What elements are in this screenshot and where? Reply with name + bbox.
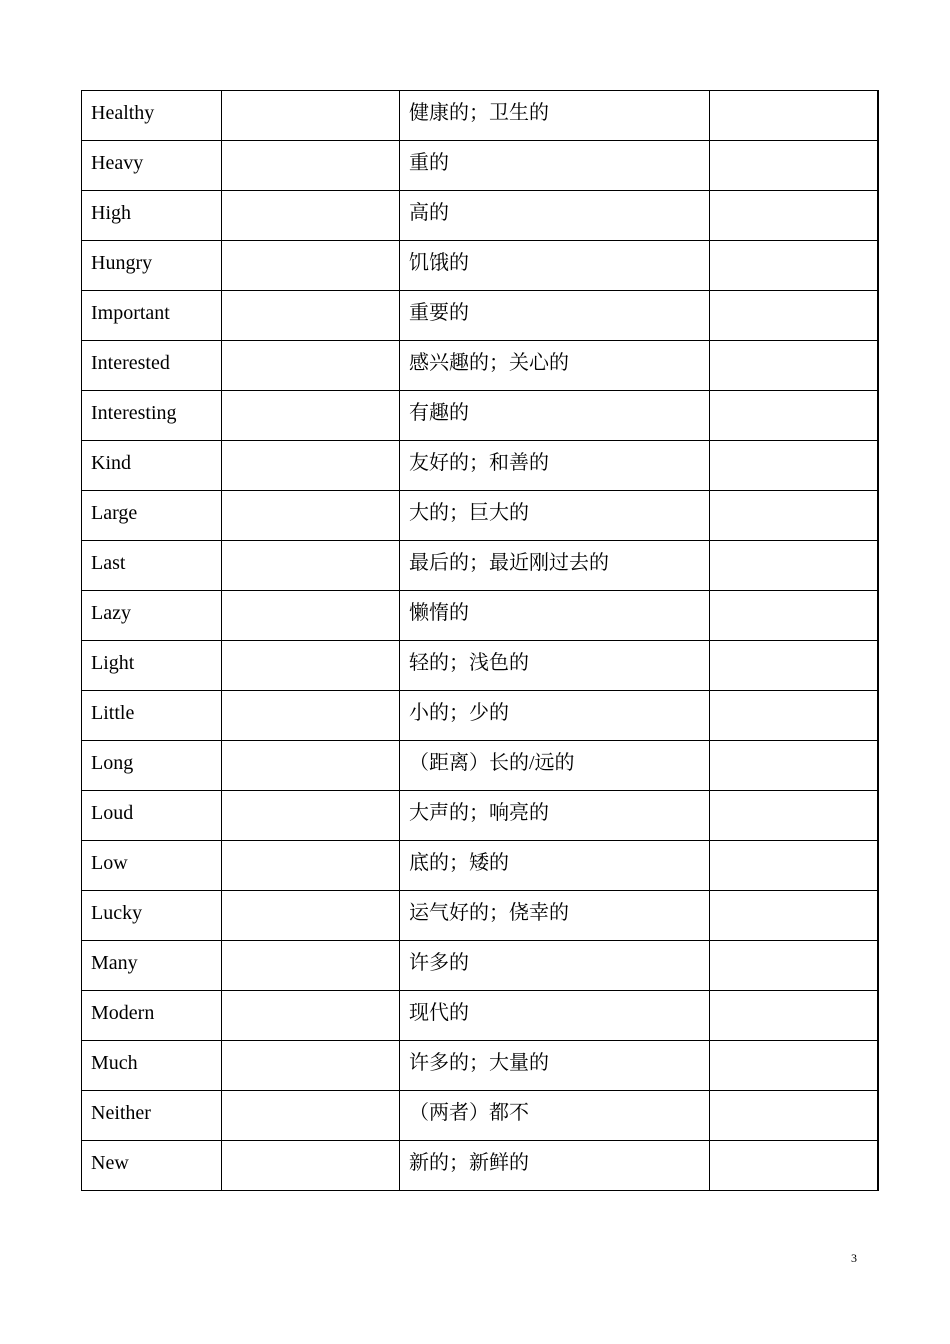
- table-row: [82, 91, 878, 141]
- table-row: [82, 891, 878, 941]
- blank-cell: [710, 291, 878, 341]
- blank-cell: [222, 841, 400, 891]
- table-row: [82, 491, 878, 541]
- english-word: Much: [91, 1052, 138, 1074]
- vocabulary-table-body: [82, 91, 878, 1191]
- english-word: Healthy: [91, 102, 155, 124]
- blank-cell: [710, 341, 878, 391]
- word-cell: [82, 441, 222, 491]
- english-word: Loud: [91, 802, 134, 824]
- word-cell: [82, 291, 222, 341]
- blank-cell: [710, 191, 878, 241]
- table-row: [82, 341, 878, 391]
- table-row: [82, 1141, 878, 1191]
- chinese-meaning: 重要的: [409, 302, 469, 324]
- blank-cell: [222, 291, 400, 341]
- english-word: Many: [91, 952, 138, 974]
- chinese-meaning: 有趣的: [409, 402, 469, 424]
- blank-cell: [710, 1141, 878, 1191]
- blank-cell: [222, 491, 400, 541]
- table-row: [82, 841, 878, 891]
- chinese-meaning: 现代的: [409, 1002, 469, 1024]
- meaning-cell: [400, 1091, 710, 1141]
- word-cell: [82, 791, 222, 841]
- meaning-cell: [400, 241, 710, 291]
- meaning-cell: [400, 591, 710, 641]
- english-word: Light: [91, 652, 135, 674]
- english-word: Neither: [91, 1102, 151, 1124]
- blank-cell: [222, 441, 400, 491]
- word-cell: [82, 91, 222, 141]
- meaning-cell: [400, 941, 710, 991]
- english-word: High: [91, 202, 131, 224]
- word-cell: [82, 891, 222, 941]
- table-row: [82, 1041, 878, 1091]
- blank-cell: [710, 791, 878, 841]
- chinese-meaning: 感兴趣的；关心的: [409, 352, 569, 374]
- blank-cell: [710, 841, 878, 891]
- word-cell: [82, 741, 222, 791]
- chinese-meaning: 大的；巨大的: [409, 502, 529, 524]
- blank-cell: [222, 641, 400, 691]
- english-word: Lazy: [91, 602, 131, 624]
- meaning-cell: [400, 141, 710, 191]
- table-row: [82, 391, 878, 441]
- word-cell: [82, 341, 222, 391]
- word-cell: [82, 541, 222, 591]
- blank-cell: [222, 391, 400, 441]
- vocabulary-table: [81, 90, 879, 1191]
- chinese-meaning: 最后的；最近刚过去的: [409, 552, 609, 574]
- meaning-cell: [400, 441, 710, 491]
- meaning-cell: [400, 291, 710, 341]
- chinese-meaning: 高的: [409, 202, 449, 224]
- table-row: [82, 941, 878, 991]
- table-row: [82, 191, 878, 241]
- blank-cell: [222, 241, 400, 291]
- word-cell: [82, 591, 222, 641]
- word-cell: [82, 991, 222, 1041]
- meaning-cell: [400, 91, 710, 141]
- meaning-cell: [400, 1041, 710, 1091]
- chinese-meaning: 友好的；和善的: [409, 452, 549, 474]
- blank-cell: [222, 791, 400, 841]
- meaning-cell: [400, 791, 710, 841]
- table-row: [82, 141, 878, 191]
- chinese-meaning: 底的；矮的: [409, 852, 509, 874]
- blank-cell: [710, 141, 878, 191]
- meaning-cell: [400, 541, 710, 591]
- english-word: New: [91, 1152, 129, 1174]
- word-cell: [82, 491, 222, 541]
- english-word: Lucky: [91, 902, 143, 924]
- blank-cell: [710, 741, 878, 791]
- chinese-meaning: 大声的；响亮的: [409, 802, 549, 824]
- blank-cell: [710, 1041, 878, 1091]
- english-word: Large: [91, 502, 138, 524]
- blank-cell: [710, 391, 878, 441]
- blank-cell: [710, 441, 878, 491]
- meaning-cell: [400, 991, 710, 1041]
- blank-cell: [222, 891, 400, 941]
- chinese-meaning: （两者）都不: [409, 1102, 529, 1124]
- table-row: [82, 591, 878, 641]
- chinese-meaning: 重的: [409, 152, 449, 174]
- english-word: Heavy: [91, 152, 144, 174]
- table-row: [82, 291, 878, 341]
- word-cell: [82, 391, 222, 441]
- table-row: [82, 991, 878, 1041]
- blank-cell: [710, 641, 878, 691]
- chinese-meaning: 轻的；浅色的: [409, 652, 529, 674]
- blank-cell: [222, 691, 400, 741]
- meaning-cell: [400, 491, 710, 541]
- blank-cell: [710, 1091, 878, 1141]
- blank-cell: [222, 541, 400, 591]
- blank-cell: [710, 541, 878, 591]
- blank-cell: [222, 141, 400, 191]
- blank-cell: [222, 1091, 400, 1141]
- chinese-meaning: 健康的；卫生的: [409, 102, 549, 124]
- blank-cell: [710, 241, 878, 291]
- word-cell: [82, 241, 222, 291]
- chinese-meaning: 饥饿的: [409, 252, 469, 274]
- meaning-cell: [400, 191, 710, 241]
- chinese-meaning: 懒惰的: [409, 602, 469, 624]
- meaning-cell: [400, 741, 710, 791]
- english-word: Hungry: [91, 252, 153, 274]
- blank-cell: [222, 1041, 400, 1091]
- meaning-cell: [400, 891, 710, 941]
- english-word: Long: [91, 752, 134, 774]
- word-cell: [82, 1041, 222, 1091]
- table-row: [82, 1091, 878, 1141]
- blank-cell: [222, 341, 400, 391]
- blank-cell: [710, 991, 878, 1041]
- english-word: Modern: [91, 1002, 155, 1024]
- word-cell: [82, 141, 222, 191]
- table-row: [82, 641, 878, 691]
- chinese-meaning: 小的；少的: [409, 702, 509, 724]
- table-row: [82, 541, 878, 591]
- word-cell: [82, 1141, 222, 1191]
- blank-cell: [710, 491, 878, 541]
- blank-cell: [710, 891, 878, 941]
- chinese-meaning: 新的；新鲜的: [409, 1152, 529, 1174]
- word-cell: [82, 841, 222, 891]
- english-word: Interested: [91, 352, 170, 374]
- english-word: Important: [91, 302, 170, 324]
- page-number: 3: [851, 1251, 857, 1265]
- english-word: Low: [91, 852, 128, 874]
- blank-cell: [222, 741, 400, 791]
- english-word: Kind: [91, 452, 131, 474]
- chinese-meaning: 许多的: [409, 952, 469, 974]
- blank-cell: [222, 1141, 400, 1191]
- word-cell: [82, 641, 222, 691]
- blank-cell: [710, 591, 878, 641]
- table-row: [82, 441, 878, 491]
- english-word: Last: [91, 552, 126, 574]
- chinese-meaning: 许多的；大量的: [409, 1052, 549, 1074]
- blank-cell: [222, 91, 400, 141]
- blank-cell: [222, 591, 400, 641]
- word-cell: [82, 941, 222, 991]
- table-row: [82, 691, 878, 741]
- word-cell: [82, 191, 222, 241]
- chinese-meaning: （距离）长的/远的: [409, 752, 575, 774]
- chinese-meaning: 运气好的；侥幸的: [409, 902, 569, 924]
- word-cell: [82, 691, 222, 741]
- meaning-cell: [400, 341, 710, 391]
- blank-cell: [222, 191, 400, 241]
- meaning-cell: [400, 841, 710, 891]
- blank-cell: [222, 991, 400, 1041]
- meaning-cell: [400, 641, 710, 691]
- meaning-cell: [400, 391, 710, 441]
- blank-cell: [222, 941, 400, 991]
- blank-cell: [710, 91, 878, 141]
- word-cell: [82, 1091, 222, 1141]
- table-row: [82, 241, 878, 291]
- blank-cell: [710, 941, 878, 991]
- meaning-cell: [400, 1141, 710, 1191]
- blank-cell: [710, 691, 878, 741]
- meaning-cell: [400, 691, 710, 741]
- english-word: Interesting: [91, 402, 177, 424]
- table-row: [82, 791, 878, 841]
- table-row: [82, 741, 878, 791]
- english-word: Little: [91, 702, 135, 724]
